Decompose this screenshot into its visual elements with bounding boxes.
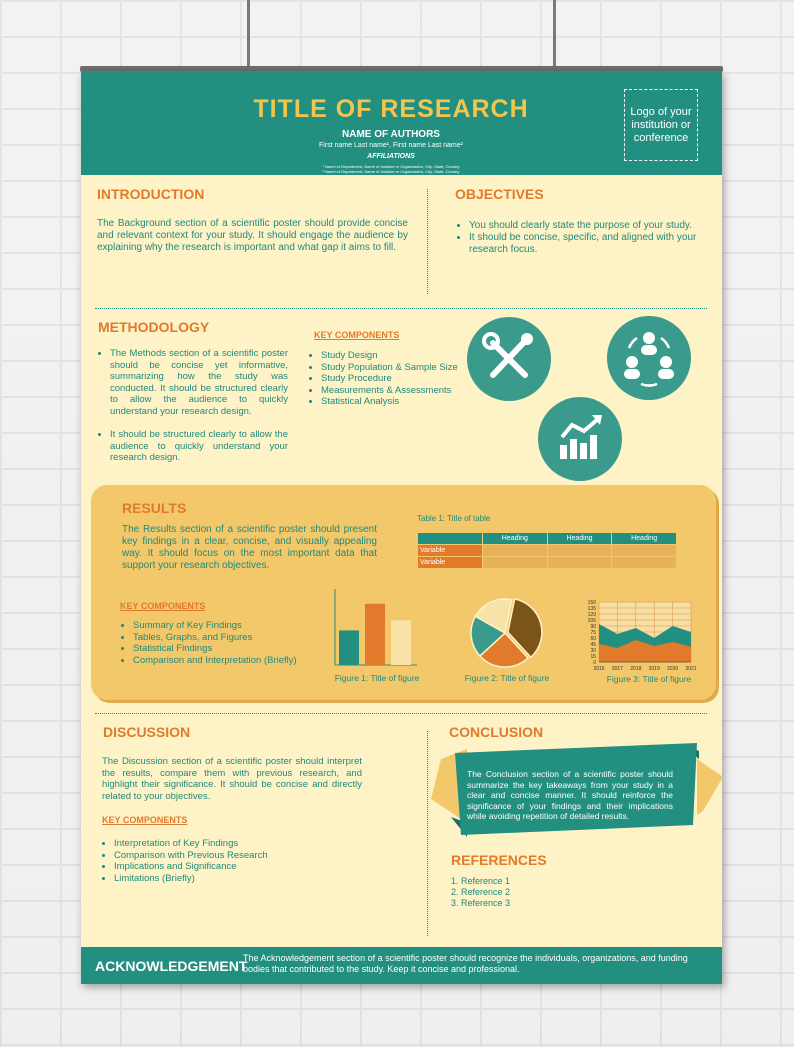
results-key-components-title: KEY COMPONENTS <box>120 601 206 611</box>
figure-1-caption: Figure 1: Title of figure <box>334 673 420 683</box>
methodology-key-components <box>309 350 471 408</box>
table-cell <box>547 545 612 557</box>
table-cell <box>612 545 677 557</box>
methodology-key-components-title: KEY COMPONENTS <box>314 330 400 340</box>
tools-icon <box>467 317 551 401</box>
y-tick-label: 150 <box>587 600 596 606</box>
acknowledgement-footer <box>81 947 722 984</box>
table-header-cell <box>418 533 483 545</box>
divider-bottom <box>95 713 707 714</box>
references-list <box>448 876 611 909</box>
y-tick-label: 105 <box>587 618 596 624</box>
bar-A <box>339 630 359 665</box>
references-title: REFERENCES <box>451 852 547 868</box>
table-cell <box>483 545 548 557</box>
y-tick-label: 45 <box>590 642 596 648</box>
introduction-title: INTRODUCTION <box>97 186 205 202</box>
figure-2-caption: Figure 2: Title of figure <box>464 673 550 683</box>
y-tick-label: 75 <box>590 630 596 636</box>
growth-chart-icon <box>538 397 622 481</box>
y-tick-label: 15 <box>590 654 596 660</box>
table-cell: Variable <box>418 557 483 569</box>
x-tick-label: 2021 <box>685 666 697 672</box>
poster-header <box>81 71 722 175</box>
results-table <box>417 532 677 569</box>
key-component-item: • Study Procedure <box>321 373 471 385</box>
discussion-title: DISCUSSION <box>103 724 191 740</box>
key-component-item: • Comparison with Previous Research <box>114 850 334 862</box>
table-cell <box>483 557 548 569</box>
growth-circle <box>538 397 622 481</box>
methodology-item: • The Methods section of a scientific poster should be concise yet informative, summarizing how the study was conducted. It should be structured clearly to allow the audience to quickly understand your research design. <box>110 348 288 417</box>
discussion-text: The Discussion section of a scientific poster should interpret the results, compare them with previous research, and highlight their significance. It should be concise and directly related to your objectives. <box>102 756 362 802</box>
x-tick-label: 2016 <box>593 666 605 672</box>
y-tick-label: 0 <box>593 660 596 666</box>
figure-3-caption: Figure 3: Title of figure <box>606 674 692 684</box>
y-tick-label: 30 <box>590 648 596 654</box>
conclusion-text: The Conclusion section of a scientific poster should summarize the key takeaways from your study in a clear and concise manner. It should reinforce the significance of your findings and their implications while avoiding repetition of detailed results. <box>467 769 673 821</box>
acknowledgement-text: The Acknowledgement section of a scientific poster should recognize the individuals, organizations, and funding bodies that contributed to the study. Keep it concise and professional. <box>243 953 688 974</box>
key-component-item: • Summary of Key Findings <box>133 620 333 632</box>
table-header-cell: Heading <box>547 533 612 545</box>
key-component-item: • Interpretation of Key Findings <box>114 838 334 850</box>
results-text: The Results section of a scientific poster should present key findings in a clear, concise, and visually appealing way. It should focus on the most important data that support your research objectives. <box>122 524 377 571</box>
y-tick-label: 135 <box>587 606 596 612</box>
objective-item: • You should clearly state the purpose of your study. <box>469 220 709 232</box>
key-component-item: • Study Population & Sample Size <box>321 362 471 374</box>
table-cell: Variable <box>418 545 483 557</box>
conclusion-title: CONCLUSION <box>449 724 544 740</box>
y-tick-label: 90 <box>590 624 596 630</box>
x-tick-label: 2018 <box>630 666 642 672</box>
poster-title: TITLE OF RESEARCH <box>253 95 529 123</box>
table-header-row <box>418 533 677 545</box>
table-cell <box>612 557 677 569</box>
key-component-item: • Statistical Findings <box>133 643 333 655</box>
table-row <box>418 557 677 569</box>
table-cell <box>547 557 612 569</box>
logo-placeholder <box>624 89 698 161</box>
discussion-key-components-title: KEY COMPONENTS <box>102 815 188 825</box>
x-tick-label: 2020 <box>667 666 679 672</box>
author-names: First name Last name¹, First name Last name² <box>319 142 463 149</box>
team-circle <box>607 316 691 400</box>
divider-intro-objectives <box>427 189 428 294</box>
key-component-item: • Comparison and Interpretation (Briefly) <box>133 655 333 667</box>
objectives-title: OBJECTIVES <box>455 186 544 202</box>
y-tick-label: 60 <box>590 636 596 642</box>
table-caption: Table 1: Title of table <box>417 514 491 523</box>
tools-circle <box>467 317 551 401</box>
logo-text: Logo of your institution or conference <box>630 105 692 144</box>
key-component-item: • Tables, Graphs, and Figures <box>133 632 333 644</box>
table-header-cell: Heading <box>612 533 677 545</box>
hanging-wire-right <box>553 0 556 70</box>
y-tick-label: 120 <box>587 612 596 618</box>
objectives-list <box>457 220 709 256</box>
x-tick-label: 2017 <box>611 666 623 672</box>
bar-C <box>391 620 411 665</box>
reference-item: 3. Reference 3 <box>461 898 611 909</box>
methodology-list <box>98 348 288 464</box>
key-component-item: • Measurements & Assessments <box>321 385 471 397</box>
methodology-item: • It should be structured clearly to allow the audience to quickly understand your research design. <box>110 429 288 464</box>
table-header-cell: Heading <box>483 533 548 545</box>
authors-heading: NAME OF AUTHORS <box>342 129 440 140</box>
affiliation-1: ¹ Name of Department, Name of Institute or Organization, City, State, Country <box>322 164 460 169</box>
key-component-item: • Implications and Significance <box>114 861 334 873</box>
team-cycle-icon <box>607 316 691 400</box>
objective-item: • It should be concise, specific, and aligned with your research focus. <box>469 232 709 256</box>
x-tick-label: 2019 <box>648 666 660 672</box>
acknowledgement-title: ACKNOWLEDGEMENT <box>95 958 248 974</box>
bar-B <box>365 604 385 665</box>
hanging-wire-left <box>247 0 250 70</box>
methodology-title: METHODOLOGY <box>98 319 210 335</box>
figure-1-bar-chart <box>333 589 419 669</box>
divider-top <box>95 308 707 309</box>
poster <box>81 71 722 984</box>
results-key-components <box>121 620 333 666</box>
affiliation-2: ² Name of Department, Name of Institute or Organization, City, State, Country <box>322 169 460 174</box>
discussion-key-components <box>102 838 334 884</box>
key-component-item: • Statistical Analysis <box>321 396 471 408</box>
table-row <box>418 545 677 557</box>
key-component-item: • Limitations (Briefly) <box>114 873 334 885</box>
reference-item: 2. Reference 2 <box>461 887 611 898</box>
introduction-text: The Background section of a scientific poster should provide concise and relevant context for your study. It should engage the audience by explaining why the research is important and what gap it aims to fill. <box>97 218 408 253</box>
reference-item: 1. Reference 1 <box>461 876 611 887</box>
figure-3-area-chart <box>579 599 695 673</box>
figure-2-pie-chart <box>464 595 550 671</box>
results-title: RESULTS <box>122 500 187 516</box>
key-component-item: • Study Design <box>321 350 471 362</box>
affiliations-heading: AFFILIATIONS <box>367 153 415 160</box>
